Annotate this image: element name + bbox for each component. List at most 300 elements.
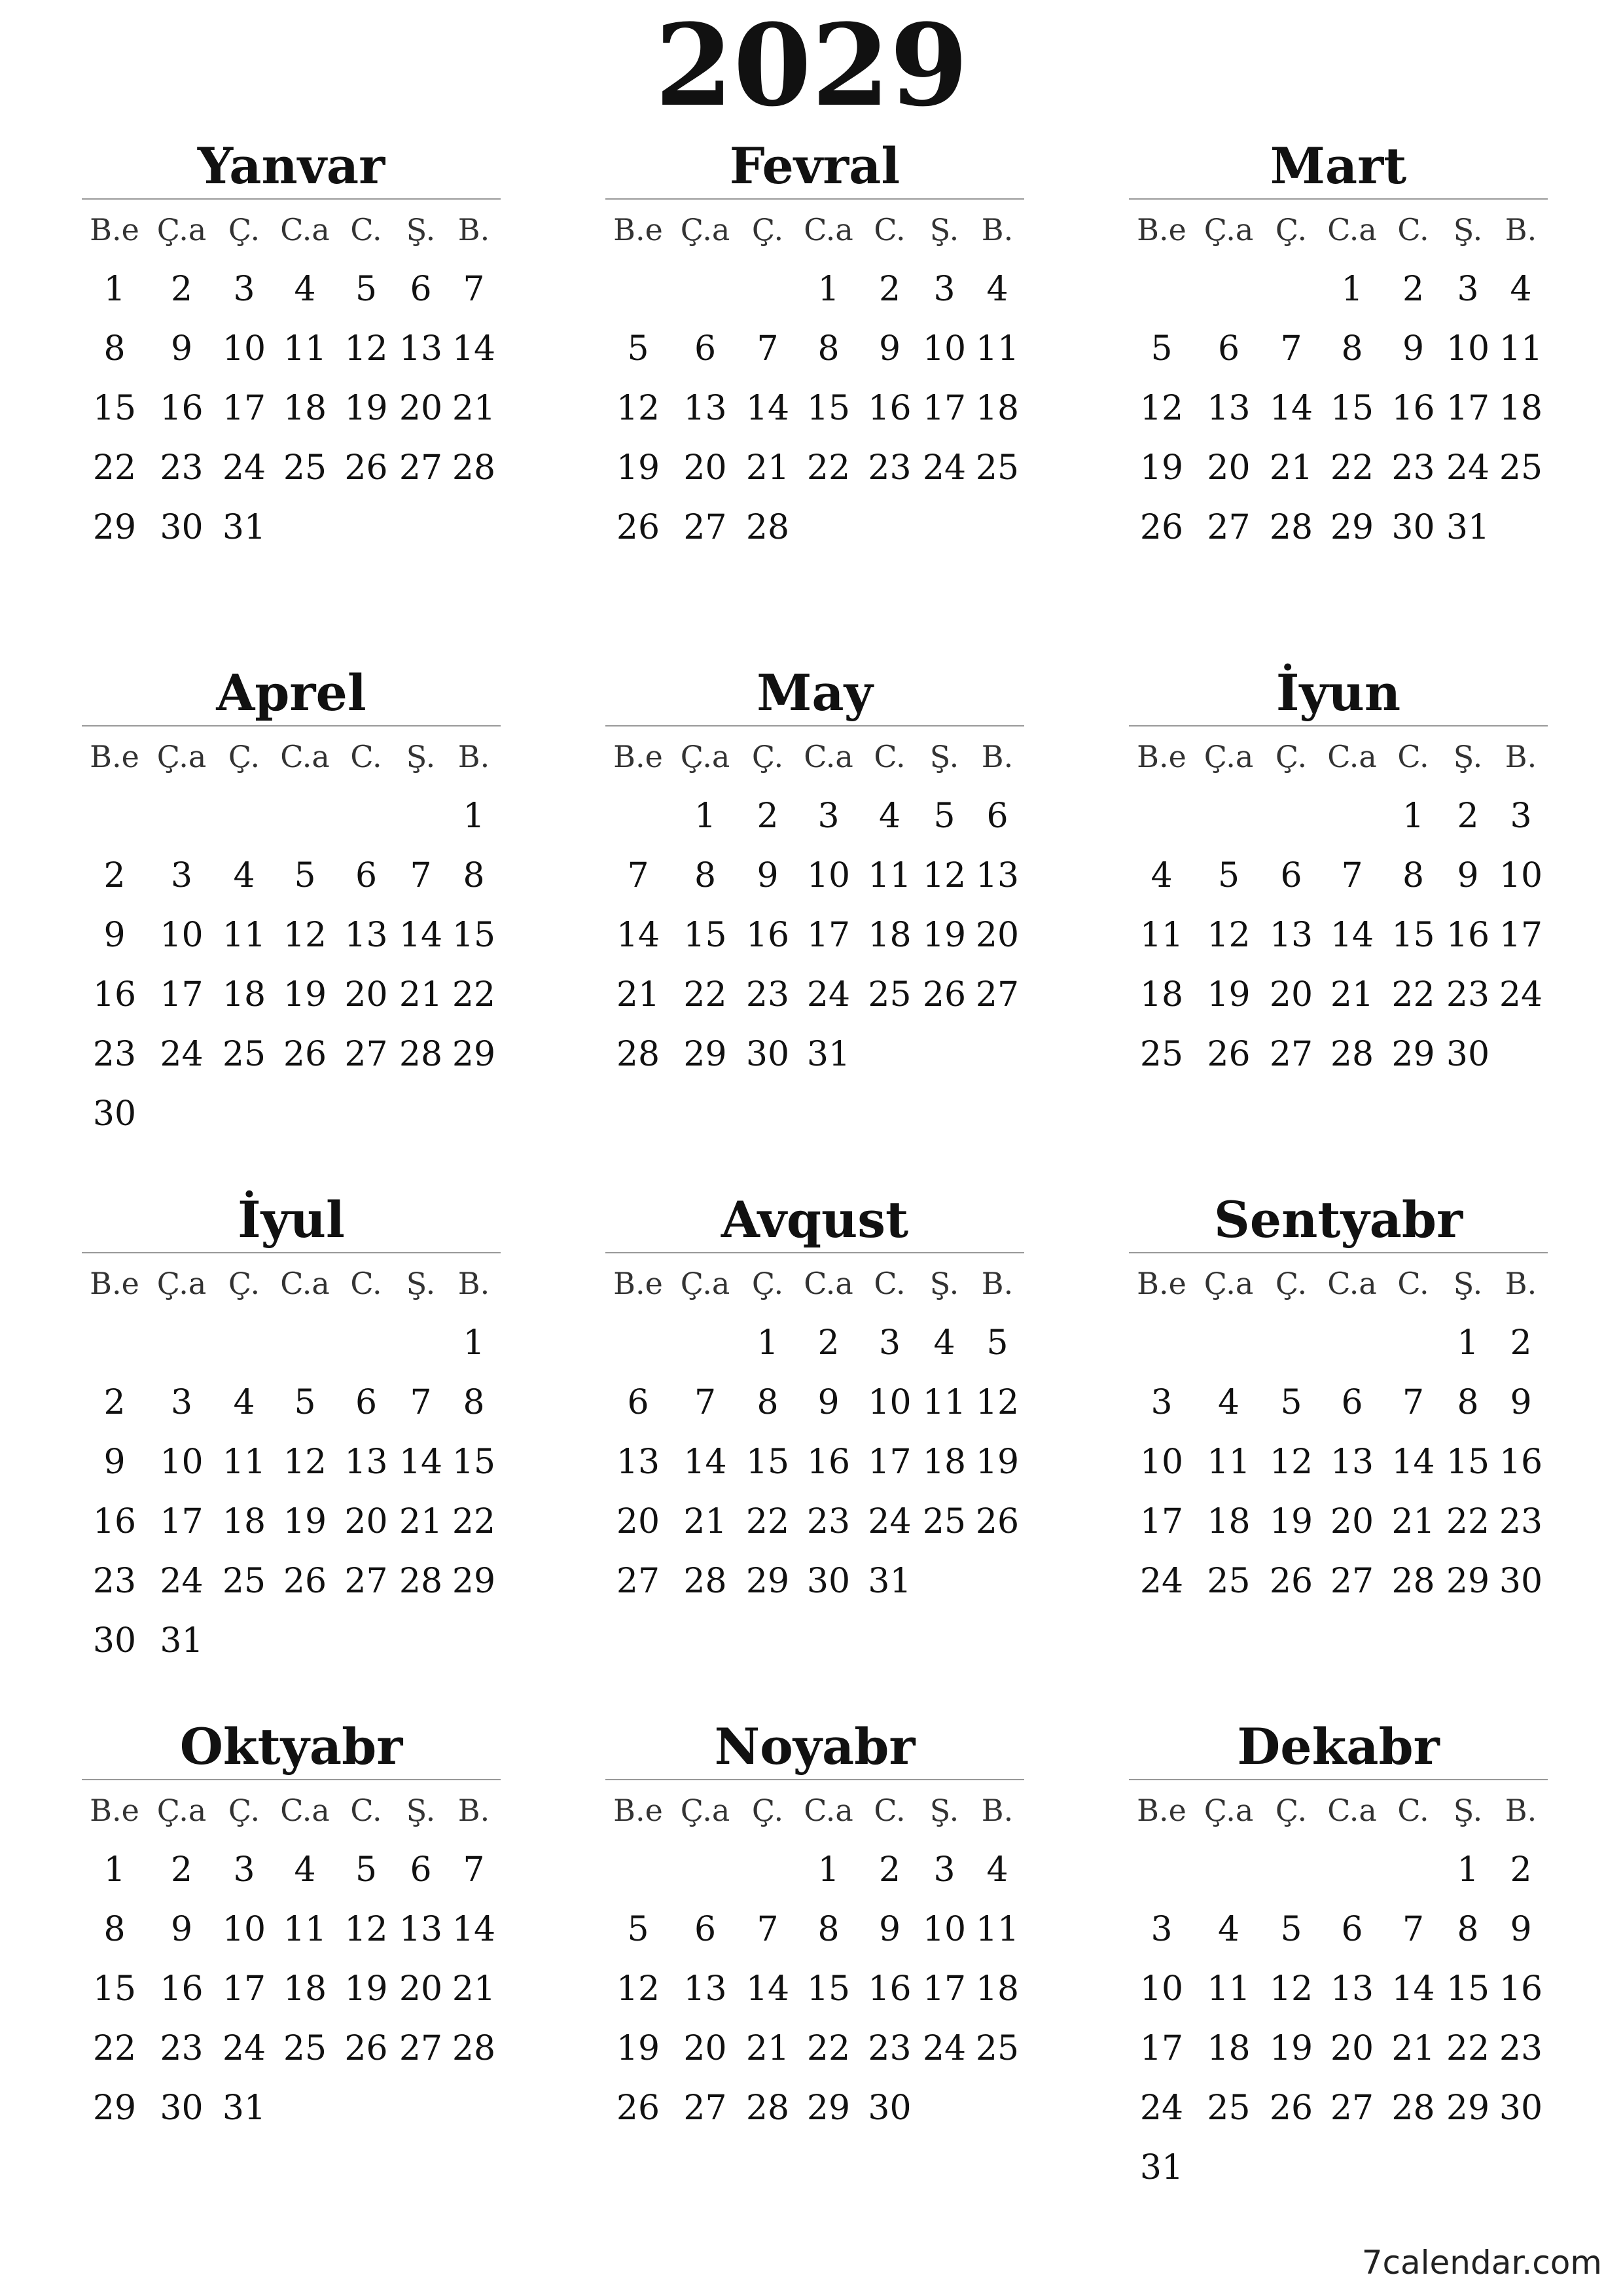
day-cell [740, 1840, 796, 1899]
weekday-label: Ş. [929, 211, 959, 247]
day-cell: 6 [694, 329, 717, 368]
day-cell: 11 [975, 329, 1020, 368]
weekday-label: C.a [804, 738, 853, 774]
day-cell: 19 [1269, 2028, 1313, 2068]
month-name: İyul [82, 1188, 501, 1253]
day-cell [1194, 786, 1263, 846]
day-cell [338, 497, 395, 557]
day-cell: 30 [1499, 1561, 1543, 1601]
day-cell: 12 [1207, 915, 1251, 955]
day-cell: 9 [103, 915, 126, 955]
day-cell: 6 [1280, 855, 1302, 895]
day-cell: 25 [1207, 2088, 1251, 2128]
day-cell: 16 [1446, 915, 1490, 955]
day-cell: 20 [344, 975, 388, 1014]
day-cell: 14 [1391, 1969, 1435, 2009]
day-cell: 20 [683, 448, 727, 488]
week-row [82, 905, 501, 965]
day-cell: 6 [694, 1909, 717, 1949]
day-cell [1319, 2138, 1385, 2197]
day-cell: 13 [399, 1909, 443, 1949]
day-cell: 1 [757, 1323, 779, 1363]
day-cell: 23 [1446, 975, 1490, 1014]
day-cell: 7 [1402, 1382, 1425, 1422]
day-cell: 11 [1207, 1442, 1251, 1482]
day-cell [1129, 259, 1194, 319]
day-cell: 27 [1330, 1561, 1374, 1601]
weekday-header-row [82, 1780, 501, 1840]
day-cell: 17 [806, 915, 851, 955]
day-cell [605, 1313, 671, 1372]
day-cell: 19 [1139, 448, 1184, 488]
day-cell: 15 [452, 915, 496, 955]
day-cell [971, 497, 1024, 557]
week-row [605, 1432, 1024, 1492]
day-cell: 13 [1330, 1442, 1374, 1482]
week-row [82, 319, 501, 378]
day-cell [147, 1084, 216, 1143]
day-cell: 20 [399, 1969, 443, 2009]
day-cell [216, 786, 272, 846]
day-cell: 25 [283, 448, 327, 488]
day-cell: 27 [616, 1561, 660, 1601]
week-row [605, 1313, 1024, 1372]
day-cell: 20 [399, 388, 443, 428]
month-days-table [605, 1253, 1024, 1611]
day-cell [338, 1611, 395, 1670]
day-cell: 7 [627, 855, 649, 895]
weekday-label: C.a [280, 1265, 330, 1301]
day-cell: 6 [986, 796, 1008, 836]
day-cell [272, 786, 338, 846]
day-cell: 29 [1330, 507, 1374, 547]
day-cell: 28 [452, 448, 496, 488]
weekday-label: Ç. [1275, 738, 1308, 774]
week-row [1129, 1551, 1548, 1611]
day-cell [1194, 259, 1263, 319]
day-cell: 9 [817, 1382, 840, 1422]
day-cell: 3 [817, 796, 840, 836]
day-cell [216, 1313, 272, 1372]
day-cell: 5 [627, 329, 649, 368]
day-cell: 30 [745, 1034, 790, 1074]
day-cell: 23 [1499, 1501, 1543, 1541]
day-cell: 27 [344, 1034, 388, 1074]
week-row [1129, 1372, 1548, 1432]
weekday-label: B.e [613, 211, 663, 247]
day-cell: 10 [222, 329, 266, 368]
weekday-label: Ç.a [156, 1265, 207, 1301]
week-row [82, 2078, 501, 2138]
week-row [82, 1084, 501, 1143]
week-row [605, 259, 1024, 319]
weekday-label: C.a [1327, 1265, 1377, 1301]
weekday-label: Ç. [751, 1792, 784, 1828]
day-cell: 16 [868, 1969, 912, 2009]
day-cell: 4 [294, 1850, 316, 1890]
day-cell: 21 [452, 388, 496, 428]
day-cell: 21 [683, 1501, 727, 1541]
day-cell: 5 [933, 796, 955, 836]
day-cell: 28 [452, 2028, 496, 2068]
day-cell [740, 259, 796, 319]
day-cell: 20 [616, 1501, 660, 1541]
weekday-header-row [605, 1253, 1024, 1313]
day-cell: 28 [399, 1561, 443, 1601]
day-cell: 6 [1217, 329, 1240, 368]
day-cell: 1 [103, 1850, 126, 1890]
day-cell: 14 [1391, 1442, 1435, 1482]
day-cell: 20 [1330, 1501, 1374, 1541]
day-cell: 5 [294, 1382, 316, 1422]
weekday-label: Ş. [929, 1792, 959, 1828]
week-row [1129, 1024, 1548, 1084]
day-cell: 24 [1139, 1561, 1184, 1601]
day-cell [272, 1084, 338, 1143]
day-cell: 29 [683, 1034, 727, 1074]
month-5 [605, 661, 1024, 1084]
day-cell: 7 [1280, 329, 1302, 368]
day-cell: 11 [1139, 915, 1184, 955]
day-cell: 10 [1139, 1442, 1184, 1482]
day-cell: 13 [616, 1442, 660, 1482]
day-cell: 2 [1510, 1850, 1532, 1890]
day-cell: 28 [745, 507, 790, 547]
day-cell: 9 [1402, 329, 1425, 368]
day-cell: 7 [463, 269, 485, 309]
week-row [82, 1432, 501, 1492]
weekday-label: B. [981, 738, 1014, 774]
weekday-header-row [82, 200, 501, 259]
day-cell: 11 [1499, 329, 1543, 368]
weekday-label: Ç.a [680, 211, 730, 247]
day-cell: 2 [1402, 269, 1425, 309]
week-row [605, 319, 1024, 378]
day-cell: 31 [1446, 507, 1490, 547]
weekday-header-row [82, 1253, 501, 1313]
weekday-label: Ç. [228, 1265, 260, 1301]
day-cell: 23 [92, 1561, 137, 1601]
month-4 [82, 661, 501, 1143]
day-cell: 12 [344, 1909, 388, 1949]
day-cell: 23 [1391, 448, 1435, 488]
day-cell: 13 [399, 329, 443, 368]
day-cell: 28 [1391, 1561, 1435, 1601]
week-row [605, 1372, 1024, 1432]
day-cell: 19 [922, 915, 967, 955]
day-cell: 9 [103, 1442, 126, 1482]
week-row [82, 1024, 501, 1084]
weekday-label: Ş. [1453, 211, 1483, 247]
day-cell: 13 [683, 388, 727, 428]
weekday-label: C. [350, 211, 382, 247]
day-cell: 5 [1150, 329, 1173, 368]
day-cell: 2 [878, 1850, 901, 1890]
day-cell: 29 [806, 2088, 851, 2128]
day-cell: 27 [1207, 507, 1251, 547]
month-9 [1129, 1188, 1548, 1611]
day-cell: 28 [399, 1034, 443, 1074]
weekday-label: B.e [613, 1792, 663, 1828]
week-row [1129, 1313, 1548, 1372]
day-cell: 4 [933, 1323, 955, 1363]
week-row [605, 497, 1024, 557]
week-row [82, 1899, 501, 1959]
day-cell [216, 1611, 272, 1670]
day-cell: 28 [616, 1034, 660, 1074]
week-row [82, 438, 501, 497]
day-cell: 7 [1402, 1909, 1425, 1949]
month-days-table [82, 726, 501, 1143]
day-cell [82, 786, 147, 846]
day-cell: 20 [683, 2028, 727, 2068]
day-cell: 24 [222, 448, 266, 488]
day-cell: 5 [294, 855, 316, 895]
week-row [605, 786, 1024, 846]
day-cell: 26 [344, 448, 388, 488]
weekday-header-row [605, 1780, 1024, 1840]
day-cell: 4 [878, 796, 901, 836]
day-cell [1319, 1840, 1385, 1899]
month-days-table [82, 200, 501, 557]
month-days-table [82, 1780, 501, 2138]
day-cell: 7 [410, 855, 432, 895]
day-cell: 23 [1499, 2028, 1543, 2068]
month-10 [82, 1715, 501, 2138]
weekday-label: B.e [90, 1265, 139, 1301]
week-row [605, 1551, 1024, 1611]
day-cell: 3 [878, 1323, 901, 1363]
week-row [605, 1840, 1024, 1899]
weekday-label: C.a [280, 738, 330, 774]
month-name: İyun [1129, 661, 1548, 726]
week-row [1129, 1840, 1548, 1899]
week-row [1129, 2018, 1548, 2078]
weekday-label: Ç.a [680, 738, 730, 774]
day-cell: 16 [1499, 1969, 1543, 2009]
month-12 [1129, 1715, 1548, 2197]
week-row [605, 1959, 1024, 2018]
day-cell: 17 [922, 388, 967, 428]
day-cell: 25 [1499, 448, 1543, 488]
day-cell [918, 1551, 971, 1611]
day-cell: 6 [355, 855, 378, 895]
day-cell: 18 [1139, 975, 1184, 1014]
month-days-table [605, 726, 1024, 1084]
weekday-label: C. [1397, 1792, 1429, 1828]
week-row [1129, 2138, 1548, 2197]
week-row [605, 905, 1024, 965]
day-cell: 21 [452, 1969, 496, 2009]
day-cell: 26 [283, 1034, 327, 1074]
day-cell: 31 [160, 1621, 204, 1660]
day-cell [216, 1084, 272, 1143]
week-row [82, 259, 501, 319]
day-cell: 19 [616, 2028, 660, 2068]
day-cell: 1 [1457, 1323, 1479, 1363]
month-name: Noyabr [605, 1715, 1024, 1780]
day-cell: 23 [806, 1501, 851, 1541]
day-cell: 3 [933, 1850, 955, 1890]
day-cell: 26 [1269, 1561, 1313, 1601]
day-cell: 25 [868, 975, 912, 1014]
day-cell: 10 [160, 915, 204, 955]
weekday-label: B. [1505, 738, 1537, 774]
day-cell: 17 [922, 1969, 967, 2009]
day-cell: 2 [1457, 796, 1479, 836]
day-cell: 31 [1139, 2147, 1184, 2187]
day-cell: 8 [1341, 329, 1363, 368]
day-cell: 13 [1330, 1969, 1374, 2009]
day-cell: 26 [1139, 507, 1184, 547]
week-row [82, 1313, 501, 1372]
day-cell: 5 [1280, 1382, 1302, 1422]
weekday-label: Ş. [1453, 738, 1483, 774]
day-cell [1263, 2138, 1319, 2197]
day-cell: 8 [817, 1909, 840, 1949]
day-cell: 6 [410, 1850, 432, 1890]
day-cell: 13 [975, 855, 1020, 895]
day-cell: 17 [160, 975, 204, 1014]
day-cell [1263, 786, 1319, 846]
day-cell: 19 [344, 1969, 388, 2009]
weekday-label: C. [874, 738, 906, 774]
day-cell: 27 [683, 2088, 727, 2128]
day-cell: 18 [283, 388, 327, 428]
day-cell: 23 [160, 2028, 204, 2068]
day-cell: 1 [1402, 796, 1425, 836]
week-row [605, 846, 1024, 905]
day-cell: 23 [92, 1034, 137, 1074]
month-name: Dekabr [1129, 1715, 1548, 1780]
day-cell: 4 [1217, 1382, 1240, 1422]
day-cell: 31 [222, 2088, 266, 2128]
day-cell [1385, 1840, 1442, 1899]
day-cell [338, 1313, 395, 1372]
day-cell: 12 [344, 329, 388, 368]
month-name: Avqust [605, 1188, 1024, 1253]
day-cell: 17 [1446, 388, 1490, 428]
month-name: Aprel [82, 661, 501, 726]
day-cell: 3 [1150, 1382, 1173, 1422]
day-cell [395, 2078, 447, 2138]
day-cell: 12 [922, 855, 967, 895]
day-cell [1385, 2138, 1442, 2197]
weekday-label: Ç. [751, 738, 784, 774]
day-cell: 10 [868, 1382, 912, 1422]
weekday-label: C. [350, 1265, 382, 1301]
day-cell [671, 259, 740, 319]
day-cell: 6 [1341, 1909, 1363, 1949]
day-cell [447, 497, 501, 557]
week-row [82, 1372, 501, 1432]
day-cell: 13 [1269, 915, 1313, 955]
weekday-label: B.e [613, 738, 663, 774]
day-cell: 24 [222, 2028, 266, 2068]
day-cell [1129, 1840, 1194, 1899]
day-cell: 24 [1139, 2088, 1184, 2128]
day-cell: 25 [922, 1501, 967, 1541]
day-cell: 20 [975, 915, 1020, 955]
day-cell: 31 [222, 507, 266, 547]
week-row [1129, 1899, 1548, 1959]
day-cell: 20 [1207, 448, 1251, 488]
day-cell [272, 497, 338, 557]
day-cell: 28 [1330, 1034, 1374, 1074]
weekday-header-row [82, 726, 501, 786]
day-cell [971, 2078, 1024, 2138]
day-cell [1494, 2138, 1548, 2197]
day-cell: 8 [103, 1909, 126, 1949]
day-cell: 27 [1269, 1034, 1313, 1074]
weekday-label: C. [874, 1265, 906, 1301]
day-cell: 7 [757, 329, 779, 368]
day-cell: 12 [283, 915, 327, 955]
week-row [82, 786, 501, 846]
weekday-label: B.e [1137, 1792, 1186, 1828]
month-2 [605, 134, 1024, 557]
day-cell: 5 [355, 269, 378, 309]
weekday-label: Ç. [1275, 1265, 1308, 1301]
day-cell: 26 [1269, 2088, 1313, 2128]
weekday-header-row [605, 726, 1024, 786]
weekday-label: Ç. [228, 211, 260, 247]
weekday-label: B. [981, 1265, 1014, 1301]
day-cell: 11 [1207, 1969, 1251, 2009]
month-name: Yanvar [82, 134, 501, 200]
day-cell: 2 [757, 796, 779, 836]
day-cell: 18 [975, 1969, 1020, 2009]
day-cell: 22 [1391, 975, 1435, 1014]
day-cell: 4 [233, 1382, 255, 1422]
day-cell: 29 [1446, 1561, 1490, 1601]
day-cell [971, 1551, 1024, 1611]
day-cell: 21 [1269, 448, 1313, 488]
day-cell: 1 [694, 796, 717, 836]
week-row [82, 965, 501, 1024]
day-cell: 22 [1330, 448, 1374, 488]
day-cell [605, 1840, 671, 1899]
day-cell: 19 [283, 1501, 327, 1541]
day-cell: 10 [922, 1909, 967, 1949]
day-cell: 17 [160, 1501, 204, 1541]
week-row [1129, 378, 1548, 438]
day-cell: 1 [103, 269, 126, 309]
day-cell: 21 [399, 975, 443, 1014]
day-cell: 14 [683, 1442, 727, 1482]
day-cell: 30 [868, 2088, 912, 2128]
day-cell: 18 [222, 975, 266, 1014]
weekday-label: B. [1505, 211, 1537, 247]
month-days-table [1129, 1253, 1548, 1611]
day-cell: 22 [1446, 1501, 1490, 1541]
week-row [1129, 965, 1548, 1024]
day-cell: 14 [399, 1442, 443, 1482]
day-cell: 14 [616, 915, 660, 955]
day-cell: 8 [1457, 1382, 1479, 1422]
day-cell: 30 [1391, 507, 1435, 547]
day-cell: 1 [1341, 269, 1363, 309]
day-cell: 9 [170, 1909, 193, 1949]
day-cell [1263, 1840, 1319, 1899]
weekday-label: C.a [804, 211, 853, 247]
day-cell: 18 [283, 1969, 327, 2009]
day-cell: 26 [922, 975, 967, 1014]
day-cell: 25 [1207, 1561, 1251, 1601]
month-days-table [605, 1780, 1024, 2138]
day-cell: 15 [683, 915, 727, 955]
weekday-label: C.a [1327, 1792, 1377, 1828]
